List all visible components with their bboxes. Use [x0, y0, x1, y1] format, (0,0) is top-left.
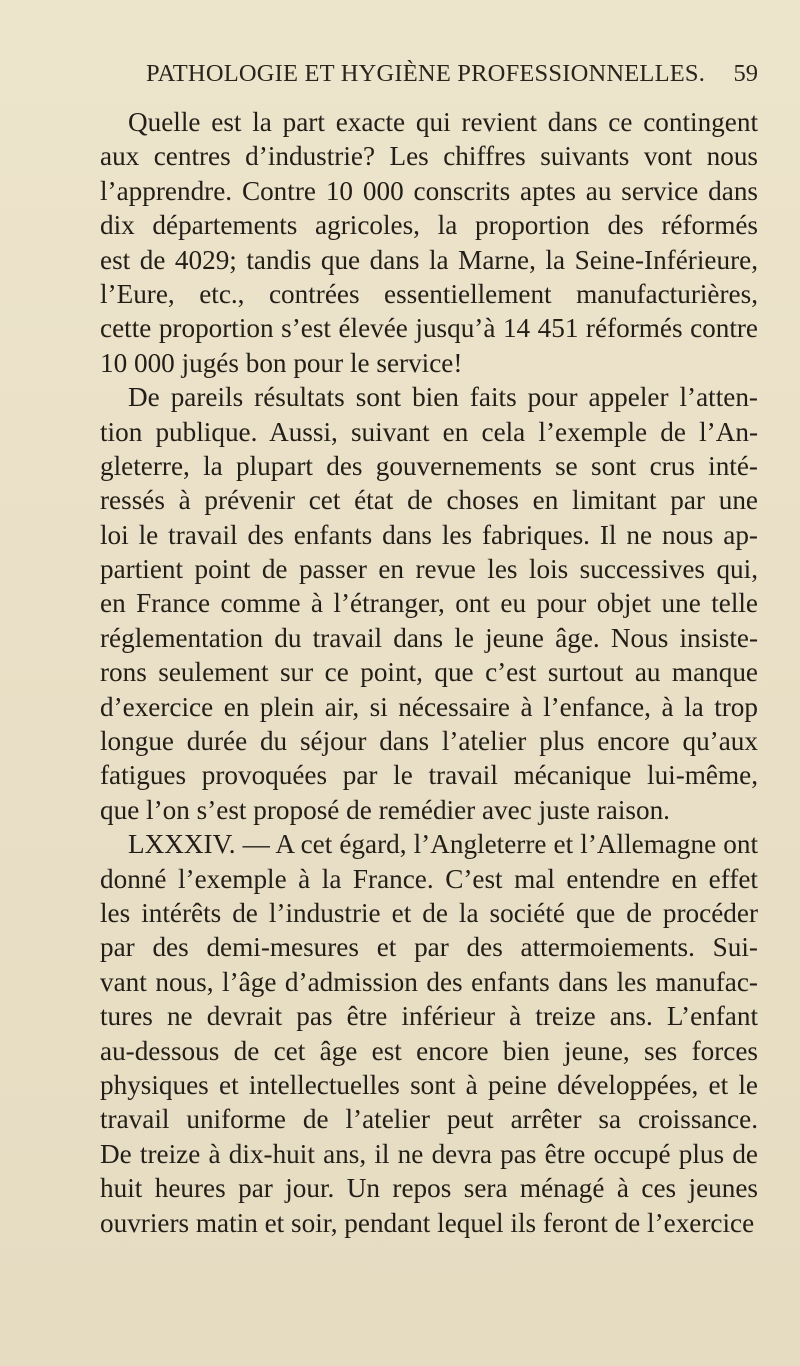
- text-line: au-dessous de cet âge est encore bien jeune, ses forces: [100, 1035, 758, 1066]
- text-line: longue durée du séjour dans l’atelier plus encore qu’aux: [100, 726, 758, 757]
- text-line: tion publique. Aussi, suivant en cela l’exemple de l’An-: [100, 416, 758, 447]
- text-line: physiques et intellectuelles sont à peine développées, et le: [100, 1069, 758, 1100]
- text-line: travail uniforme de l’atelier peut arrêter sa croissance.: [100, 1104, 758, 1135]
- running-title: PATHOLOGIE ET HYGIÈNE PROFESSIONNELLES.: [146, 60, 706, 87]
- text-line: loi le travail des enfants dans les fabriques. Il ne nous ap-: [100, 519, 758, 550]
- text-line: d’exercice en plein air, si nécessaire à l’enfance, à la trop: [100, 691, 758, 722]
- text-line: ouvriers matin et soir, pendant lequel ils feront de l’exercice: [100, 1207, 755, 1238]
- text-line: par des demi-mesures et par des attermoiements. Sui-: [100, 932, 758, 963]
- text-line: rons seulement sur ce point, que c’est surtout au manque: [100, 657, 758, 688]
- text-line: dix départements agricoles, la proportion des réformés: [100, 210, 758, 241]
- text-line: que l’on s’est proposé de remédier avec juste raison.: [100, 794, 670, 825]
- text-line: les intérêts de l’industrie et de la société que de procéder: [100, 897, 758, 928]
- text-line: est de 4029; tandis que dans la Marne, la Seine-Inférieure,: [100, 244, 758, 275]
- text-line: partient point de passer en revue les lois successives qui,: [100, 554, 758, 585]
- text-line: 10 000 jugés bon pour le service!: [100, 347, 463, 378]
- text-line: huit heures par jour. Un repos sera ménagé à ces jeunes: [100, 1173, 758, 1204]
- text-line: tures ne devrait pas être inférieur à treize ans. L’enfant: [100, 1001, 758, 1032]
- text-line: ressés à prévenir cet état de choses en limitant par une: [100, 485, 758, 516]
- page-number: 59: [733, 60, 758, 87]
- body-text: [100, 105, 758, 1240]
- page-header: [100, 60, 758, 100]
- text-line: l’Eure, etc., contrées essentiellement manufacturières,: [100, 278, 758, 309]
- text-line: fatigues provoquées par le travail mécanique lui-même,: [100, 760, 758, 791]
- text-line: donné l’exemple à la France. C’est mal entendre en effet: [100, 863, 758, 894]
- text-line: réglementation du travail dans le jeune âge. Nous insiste-: [100, 622, 758, 653]
- text-line: Quelle est la part exacte qui revient dans ce contingent: [128, 107, 758, 137]
- text-line: l’apprendre. Contre 10 000 conscrits aptes au service dans: [100, 175, 758, 206]
- text-line: gleterre, la plupart des gouvernements se sont crus inté-: [100, 450, 758, 481]
- text-line: De treize à dix-huit ans, il ne devra pas être occupé plus de: [100, 1138, 758, 1169]
- text-line: aux centres d’industrie? Les chiffres suivants vont nous: [100, 141, 758, 172]
- text-line: cette proportion s’est élevée jusqu’à 14 451 réformés contre: [100, 313, 758, 344]
- text-line: vant nous, l’âge d’admission des enfants dans les manufac-: [100, 966, 758, 997]
- text-line: De pareils résultats sont bien faits pour appeler l’atten-: [128, 382, 758, 413]
- text-line: LXXXIV. — A cet égard, l’Angleterre et l’Allemagne ont: [128, 829, 758, 860]
- text-line: en France comme à l’étranger, ont eu pour objet une telle: [100, 588, 758, 619]
